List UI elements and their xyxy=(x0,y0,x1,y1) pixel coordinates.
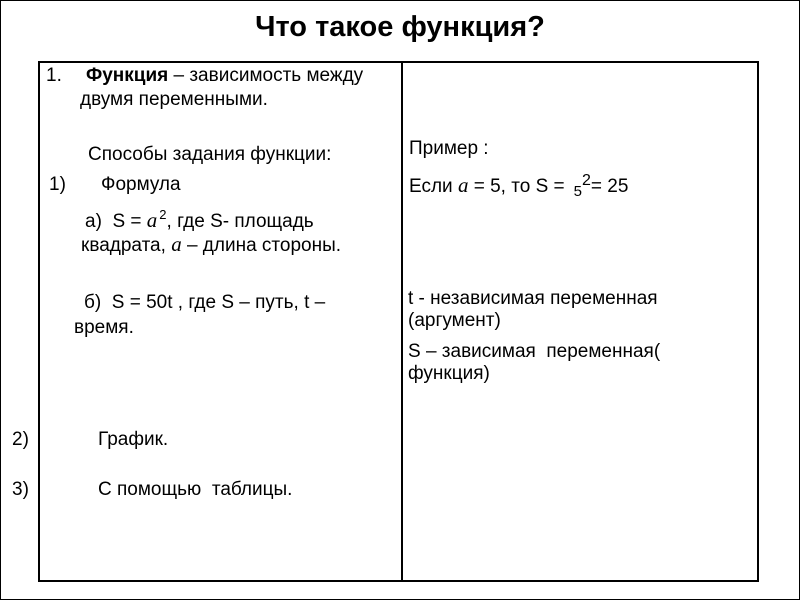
formula-a-exponent: 2 xyxy=(159,207,167,222)
equation-base-5: 5 xyxy=(573,183,582,200)
formula-a-line2-variable: a xyxy=(171,232,182,256)
methods-heading: Способы задания функции: xyxy=(88,144,332,165)
example-equation xyxy=(409,168,628,205)
formula-a-variable: a xyxy=(146,208,158,232)
left-column xyxy=(12,63,403,580)
right-column xyxy=(403,63,757,580)
slide-title: Что такое функция? xyxy=(255,11,545,43)
equation-middle: = 5, то S = xyxy=(468,176,565,197)
content-table xyxy=(12,61,759,582)
formula-a-line2 xyxy=(81,231,341,259)
formula-a-line2-post: – длина стороны. xyxy=(181,235,342,256)
formula-b-line2: время. xyxy=(74,317,134,338)
equation-prefix: Если xyxy=(409,176,458,197)
term-function: Функция xyxy=(86,65,169,86)
t-definition-line1: t - независимая переменная xyxy=(408,288,658,309)
item1-definition: – зависимость между xyxy=(168,65,364,86)
s-definition-line1: S – зависимая переменная( xyxy=(408,341,661,362)
formula-b-line1: б) S = 50t , где S – путь, t – xyxy=(84,292,326,313)
item1-line2: двумя переменными. xyxy=(80,89,268,110)
t-definition-line2: (аргумент) xyxy=(408,310,501,331)
equation-exponent-2: 2 xyxy=(581,172,591,189)
item1-number: 1. xyxy=(46,65,62,86)
sub2-number: 2) xyxy=(12,429,29,450)
s-definition-line2: функция) xyxy=(408,363,490,384)
formula-a-prefix: а) S = xyxy=(85,211,147,232)
equation-variable: a xyxy=(457,173,469,197)
equation-result: = 25 xyxy=(590,176,629,197)
sub2-label: График. xyxy=(98,429,169,450)
sub3-label: С помощью таблицы. xyxy=(98,479,293,500)
example-heading: Пример : xyxy=(409,138,489,159)
sub3-number: 3) xyxy=(12,479,29,500)
item1-line1 xyxy=(86,63,363,89)
formula-a-suffix: , где S- площадь xyxy=(166,211,314,232)
formula-a-line2-pre: квадрата, xyxy=(81,235,172,256)
sub1-label: Формула xyxy=(101,174,181,195)
sub1-number: 1) xyxy=(49,174,66,195)
